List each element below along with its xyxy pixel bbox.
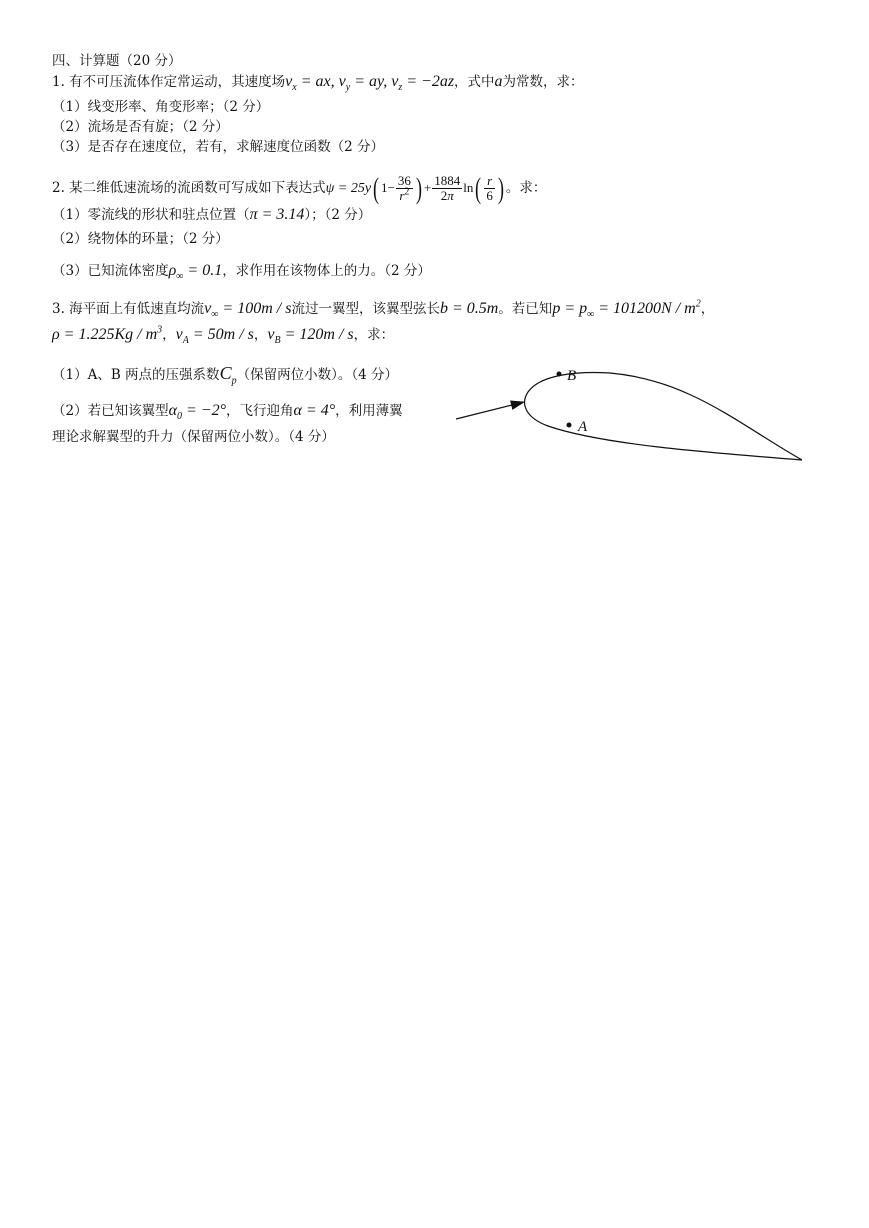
q3-cp-symbol: $C_p$: [219, 363, 237, 387]
q3-stem-line2: $\rho = 1.225Kg / m^3$，$v_A = 50m / s$，$v_B = 120m / s$，求：: [52, 324, 395, 347]
q3-vA: $v_A = 50m / s$: [175, 326, 254, 347]
q2-stem-b: 。求：: [505, 180, 547, 196]
q3-alpha: α = 4°: [293, 402, 336, 419]
q3-part-2-a: （2）若已知该翼型: [52, 403, 169, 419]
point-b-label: B: [567, 368, 577, 384]
q2-stream-function: ψ = 25y: [325, 181, 372, 196]
q3-chord: b = 0.5m: [439, 300, 499, 317]
q3-stem-e: ，求：: [353, 327, 395, 343]
q2-part-1-b: ）；（2 分）: [304, 207, 372, 223]
q3-part-2-line2: 理论求解翼型的升力（保留两位小数）。（4 分）: [52, 429, 335, 445]
q3-stem-b: 流过一翼型，该翼型弦长: [291, 301, 440, 317]
q2-stem-a: 2. 某二维低速流场的流函数可写成如下表达式: [52, 180, 326, 196]
q2-stem: 2. 某二维低速流场的流函数可写成如下表达式ψ = 25y( 1− $\frac{36}{r^2}$ ) + $\frac{1884}{2\pi}$ ln( $\frac{r}{6}$ ) 。求：: [52, 171, 547, 205]
q3-stem-d: ，: [700, 301, 715, 317]
q1-stem-b: ，式中: [454, 74, 495, 90]
point-a-label: A: [578, 419, 588, 435]
q1-part-2: （2）流场是否有旋；（2 分）: [52, 119, 229, 135]
q3-part-2-c: ，利用薄翼: [335, 403, 403, 419]
point-b-marker: [557, 372, 562, 377]
q2-part-1-a: （1）零流线的形状和驻点位置（: [52, 207, 250, 223]
q2-pi-value: π = 3.14: [249, 206, 305, 223]
q3-pressure: $p = p_\infty = 101200N / m^2$: [552, 298, 701, 321]
point-a-marker: [567, 423, 572, 428]
freestream-arrow: [456, 402, 524, 419]
q1-stem-c: 为常数，求：: [502, 74, 584, 90]
q1-const-symbol: a: [494, 73, 503, 90]
section-title: 四、计算题（20 分）: [52, 53, 182, 69]
q1-velocity-field: $v_x$ = ax, $v_y$ = ay, $v_z = -2az$: [285, 73, 455, 94]
q2-density: $\rho_\infty = 0.1$: [168, 262, 223, 283]
q1-stem-a: 1. 有不可压流体作定常运动，其速度场: [52, 74, 286, 90]
q1-part-1: （1）线变形率、角变形率；（2 分）: [52, 99, 270, 115]
q3-part-1-a: （1）A、B 两点的压强系数: [52, 367, 220, 383]
q2-part-3-b: ，求作用在该物体上的力。（2 分）: [222, 263, 431, 279]
q3-vB: $v_B = 120m / s$: [267, 326, 354, 347]
q3-freestream: $v_\infty = 100m / s$: [204, 300, 292, 321]
q1-part-3: （3）是否存在速度位，若有，求解速度位函数（2 分）: [52, 139, 384, 155]
q3-alpha0: $\alpha_0 = -2^\circ$: [168, 402, 226, 423]
q2-part-3-a: （3）已知流体密度: [52, 263, 169, 279]
q3-part-2-b: ，飞行迎角: [226, 403, 294, 419]
q3-stem-a: 3. 海平面上有低速直均流: [52, 301, 205, 317]
airfoil-outline: [525, 373, 802, 460]
q3-stem-c: 。若已知: [498, 301, 553, 317]
q3-part-1-b: （保留两位小数）。（4 分）: [236, 367, 398, 383]
q3-rho: $\rho = 1.225Kg / m^3$: [52, 324, 163, 343]
q2-part-2: （2）绕物体的环量；（2 分）: [52, 231, 229, 247]
